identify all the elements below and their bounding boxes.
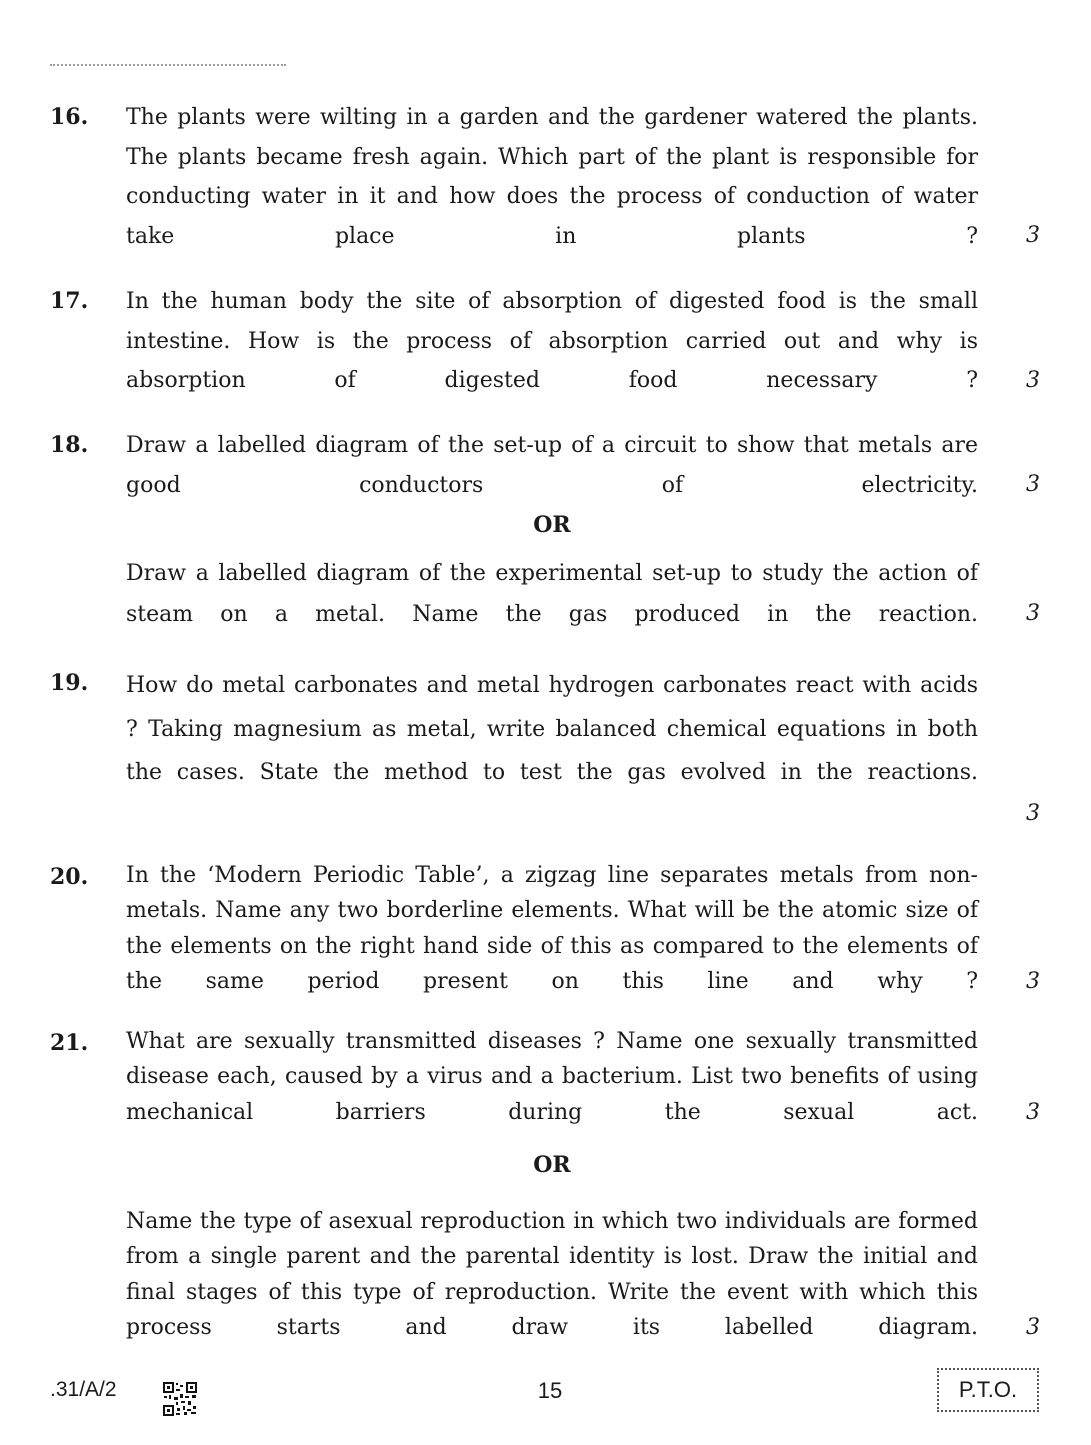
question-text: Draw a labelled diagram of the set-up of a circuit to show that metals are good conductors of electricity. <box>126 433 978 498</box>
alternative-question-text: Name the type of asexual reproduction in which two individuals are formed from a single parent and the parental identity is lost. Draw the initial and final stages of this type of reproduction. Write the event with which this process starts and draw its labelled diagram. <box>126 1209 978 1340</box>
pto-label: P.T.O. <box>958 1377 1018 1402</box>
question-marks: 3 <box>1026 223 1040 248</box>
question-marks: 3 <box>1026 801 1040 826</box>
question-number: 21. <box>50 1030 89 1056</box>
top-dotted-rule <box>50 64 286 66</box>
question-number: 20. <box>50 864 89 890</box>
question-text: The plants were wilting in a garden and the gardener watered the plants. The plants became fresh again. Which part of the plant is responsible for conducting water in it and how does the process of conduction of water take place in plants ? <box>126 105 978 249</box>
question-text: In the ‘Modern Periodic Table’, a zigzag line separates metals from non-metals. Name any two borderline elements. What will be the atomic size of the elements on the right hand side of this as compared to the elements of the same period present on this line and why ? <box>126 863 978 994</box>
or-separator: OR <box>533 512 571 538</box>
page-number: 15 <box>537 1378 563 1403</box>
question-text: What are sexually transmitted diseases ? Name one sexually transmitted disease each, caused by a virus and a bacterium. List two benefits of using mechanical barriers during the sexual act. <box>126 1029 978 1125</box>
or-separator: OR <box>533 1152 571 1178</box>
question-marks: 3 <box>1026 368 1040 393</box>
qr-code-icon <box>162 1381 198 1417</box>
question-number: 17. <box>50 288 89 314</box>
question-number: 18. <box>50 432 89 458</box>
paper-code: .31/A/2 <box>50 1378 117 1401</box>
pto-box <box>937 1368 1039 1412</box>
alternative-question-marks: 3 <box>1026 1315 1040 1340</box>
question-number: 19. <box>50 670 89 696</box>
question-number: 16. <box>50 104 89 130</box>
question-text: How do metal carbonates and metal hydrogen carbonates react with acids ? Taking magnesium as metal, write balanced chemical equations in both the cases. State the method to test the gas evolved in the reactions. <box>126 673 978 786</box>
question-marks: 3 <box>1026 1100 1040 1125</box>
question-marks: 3 <box>1026 472 1040 497</box>
question-text: In the human body the site of absorption of digested food is the small intestine. How is the process of absorption carried out and why is absorption of digested food necessary ? <box>126 289 978 393</box>
question-marks: 3 <box>1026 969 1040 994</box>
alternative-question-marks: 3 <box>1026 601 1040 626</box>
alternative-question-text: Draw a labelled diagram of the experimental set-up to study the action of steam on a metal. Name the gas produced in the reaction. <box>126 561 978 627</box>
